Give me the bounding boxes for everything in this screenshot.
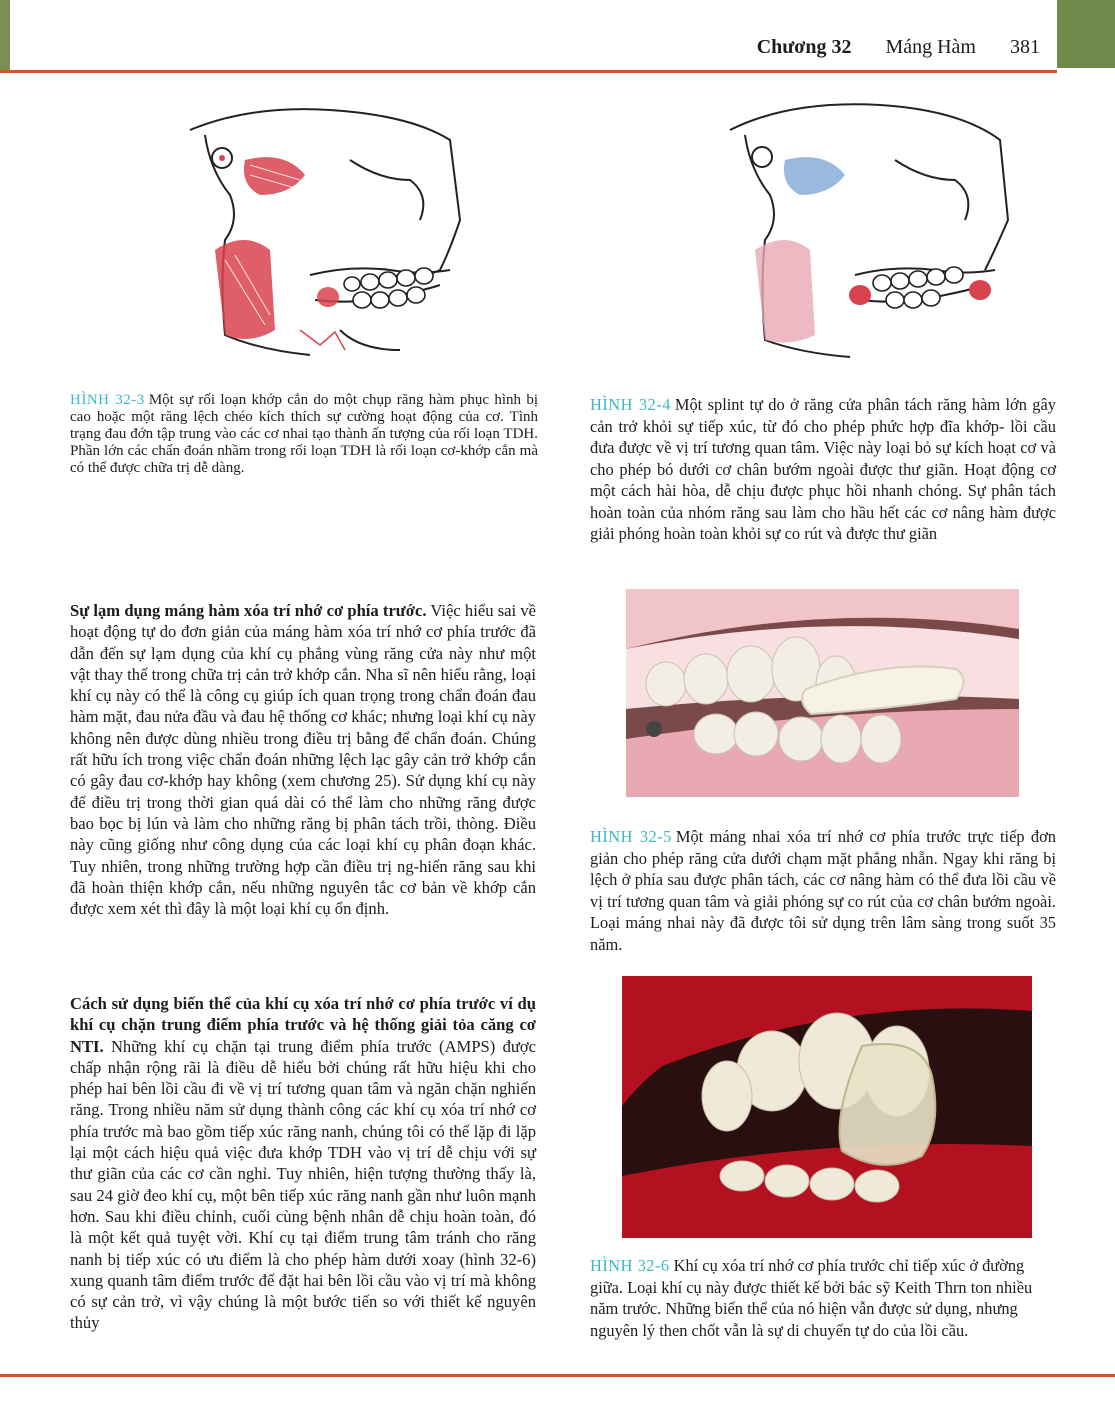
figure-32-5-caption-text: Một máng nhai xóa trí nhớ cơ phía trước trực tiếp đơn giản cho phép răng cửa dưới chạm mặt phẳng nhẵn. Ngay khi răng bị lệch ở phía sau được phân tách, các cơ nâng hàm có thể đưa lồi cầu về vị trí tương quan tâm và giải phóng sự co rút của cơ chân bướm ngoài. Loại máng nhai này đã được tôi sử dụng trên lâm sàng trong suốt 35 năm. [590, 827, 1056, 954]
figure-32-6-caption-text: Khí cụ xóa trí nhớ cơ phía trước chỉ tiếp xúc ở đường giữa. Loại khí cụ này được thiết kế bởi bác sỹ Keith Thrn ton nhiều năm trước. Những biến thể của nó hiện vẫn được sử dụng, nhưng nguyên lý then chốt vẫn là sự di chuyển tự do của lồi cầu. [590, 1256, 1033, 1340]
section-2-body: Những khí cụ chặn tại trung điểm phía trước (AMPS) được chấp nhận rộng rãi là điều dễ hiểu bởi chúng rất hữu hiệu khi cho phép hai bên lồi cầu đi về vị trí tương quan tâm và ngăn chặn nghiến răng. Trong nhiều năm sử dụng thành công các khí cụ xóa trí nhớ cơ phía trước mà bao gồm tiếp xúc răng nanh, chúng tôi có thể lặp đi lặp lại một cách hiệu quả việc đưa khớp TDH vào vị trí dễ chịu với sự thư giãn của các cơ cần nghỉ. Tuy nhiên, hiện tượng thường thấy là, sau 24 giờ đeo khí cụ, một bên tiếp xúc răng nanh gần như luôn mạnh hơn. Sau khi điều chỉnh, cuối cùng bệnh nhân dễ chịu hoàn toàn, đó là một kết quả tuyệt vời. Khí cụ tại điểm trung tâm tránh cho răng nanh bị tiếp xúc có ưu điểm là cho phép hàm dưới xoay (hình 32-6) xung quanh tâm điểm trước để đặt hai bên lồi cầu vào vị trí mà không có sự cản trở, vì vậy chúng là một bước tiến so với thiết kế nguyên thủy [70, 1036, 536, 1333]
section-1-body: Việc hiểu sai về hoạt động tự do đơn giản của máng hàm xóa trí nhớ cơ phía trước đã dẫn đến sự lạm dụng của khí cụ phẳng vùng răng cửa này như một vật thay thế trong chữa trị cản trở khớp cắn. Nha sĩ nên hiểu rằng, loại khí cụ này có thể là công cụ giúp ích quan trọng trong chẩn đoán đau hàm mặt, đau nửa đầu và đau hệ thống cơ khác; nhưng loại khí cụ này không nên được dùng nhiều trong điều trị bằng để chẩn đoán. Chúng rất hữu ích trong việc chẩn đoán những lệch lạc gây cản trở khớp cắn có gây đau cơ-khớp hay không (xem chương 25). Sử dụng khí cụ này để điều trị trong thời gian quá dài có thể làm cho những răng được bao bọc bị lún và làm cho những răng bị phân tách trồi, thòng. Điều này cũng giống như công dụng của các loại khí cụ phân đoạn khác. Tuy nhiên, trong những trường hợp cần điều trị ng-hiến răng sau khi đã hoàn thiện khớp cắn, nếu những nguyên tắc cơ bản về khớp cắn được xem xét thì đây là một loại khí cụ ổn định. [70, 601, 537, 919]
page-number: 381 [1010, 36, 1040, 58]
section-anterior-deprogrammer-misuse [70, 600, 536, 919]
section-2-heading: Cách sử dụng biến thể của khí cụ xóa trí nhớ cơ phía trước ví dụ khí cụ chặn trung điểm phía trước và hệ thống giải tỏa căng cơ NTI. [70, 994, 536, 1056]
chapter-title: Máng Hàm [885, 36, 976, 58]
running-header [757, 36, 1040, 59]
header-rule [0, 70, 1057, 73]
chapter-tab [1057, 0, 1115, 68]
figure-32-6-photo [622, 976, 1032, 1238]
figure-32-3-label: HÌNH 32-3 [70, 392, 145, 408]
section-amps-nti-variants [70, 993, 536, 1334]
figure-32-4-caption [590, 394, 1056, 545]
chapter-number: Chương 32 [756, 36, 852, 58]
figure-32-5-label: HÌNH 32-5 [590, 827, 672, 846]
figure-32-3-caption-text: Một sự rối loạn khớp cắn do một chụp răng hàm phục hình bị cao hoặc một răng lệch chéo kích thích sự cường hoạt động của cơ. Tình trạng đau đớn tập trung vào các cơ nhai tạo thành ấn tượng của rối loạn TDH. Phần lớn các chẩn đoán nhầm trong rối loạn TDH là rối loạn cơ-khớp cắn mà có thể được chữa trị dễ dàng. [70, 392, 539, 476]
figure-32-4-caption-text: Một splint tự do ở răng cửa phân tách răng hàm lớn gây cản trở khỏi sự tiếp xúc, từ đó cho phép phức hợp đĩa khớp- lồi cầu đưa được về vị trí tương quan tâm. Việc này loại bỏ sự kích hoạt cơ và cho phép bó dưới cơ chân bướm ngoài được thư giãn. Hoạt động cơ một cách hài hòa, dễ chịu được phục hồi nhanh chóng. Sự phân tách hoàn toàn của nhóm răng sau làm cho hầu hết các cơ nâng hàm được giải phóng hoàn toàn khỏi sự co rút và được thư giãn [590, 395, 1056, 543]
left-edge-bar [0, 0, 10, 70]
footer-rule [0, 1374, 1115, 1377]
figure-32-4-label: HÌNH 32-4 [590, 395, 671, 414]
figure-32-5-photo [626, 589, 1019, 797]
figure-32-6-label: HÌNH 32-6 [590, 1256, 670, 1275]
figure-32-6-caption [590, 1255, 1056, 1341]
figure-32-3-illustration [150, 100, 470, 370]
section-1-heading: Sự lạm dụng máng hàm xóa trí nhớ cơ phía trước. [70, 601, 427, 620]
figure-32-3-caption [70, 392, 538, 477]
figure-32-4-illustration [690, 95, 1020, 370]
figure-32-5-caption [590, 826, 1056, 955]
